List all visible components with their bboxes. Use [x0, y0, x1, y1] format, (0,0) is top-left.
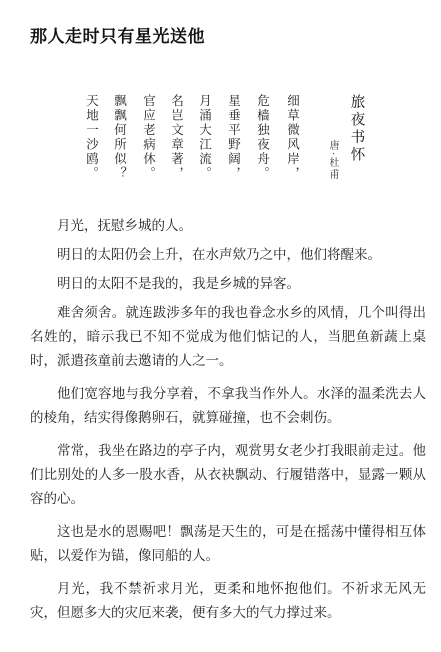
- poem-line-3: 星垂平野阔，: [226, 94, 242, 181]
- poem-block: [0, 94, 441, 224]
- poem-line-7: 飘飘何所似？: [112, 94, 128, 181]
- poem-line-1: 细草微风岸，: [285, 94, 301, 181]
- poem-line-6: 官应老病休。: [141, 94, 157, 181]
- poem-line-5: 名岂文章著，: [169, 94, 185, 181]
- paragraph-7: 这也是水的恩赐吧！飘荡是天生的，可是在摇荡中懂得相互体贴，以爱作为锚，像同船的人。: [30, 524, 426, 564]
- paragraph-8: 月光，我不禁祈求月光，更柔和地怀抱他们。不祈求无风无灾，但愿多大的灾厄来袭，便有多大的气力撑过来。: [30, 581, 426, 621]
- paragraph-1: 月光，抚慰乡城的人。: [57, 218, 192, 234]
- paragraph-5: 他们宽容地与我分享着，不拿我当作外人。水泽的温柔洗去人的棱角，结实得像鹅卵石，就算碰撞，也不会刺伤。: [30, 386, 426, 426]
- poem-author: 唐·杜甫: [327, 140, 338, 182]
- article-body: [30, 214, 426, 625]
- paragraph-3: 明日的太阳不是我的，我是乡城的异客。: [57, 276, 300, 292]
- page-title: 那人走时只有星光送他: [30, 27, 205, 47]
- poem-line-8: 天地一沙鸥。: [84, 94, 100, 181]
- poem-heading: 旅夜书怀: [348, 94, 365, 164]
- paragraph-6: 常常，我坐在路边的亭子内，观赏男女老少打我眼前走过。他们比别处的人多一股水香，从衣袂飘动、行履错落中，显露一颗从容的心。: [30, 443, 426, 507]
- poem-line-2: 危樯独夜舟。: [255, 94, 271, 181]
- poem-line-4: 月涌大江流。: [197, 94, 213, 181]
- paragraph-4: 难舍须舍。就连跋涉多年的我也眷念水乡的风情，几个叫得出名姓的，暗示我已不知不觉成为他们惦记的人，当肥鱼新蔬上桌时，派遣孩童前去邀请的人之一。: [30, 305, 426, 369]
- paragraph-2: 明日的太阳仍会上升，在水声欸乃之中，他们将醒来。: [57, 247, 381, 263]
